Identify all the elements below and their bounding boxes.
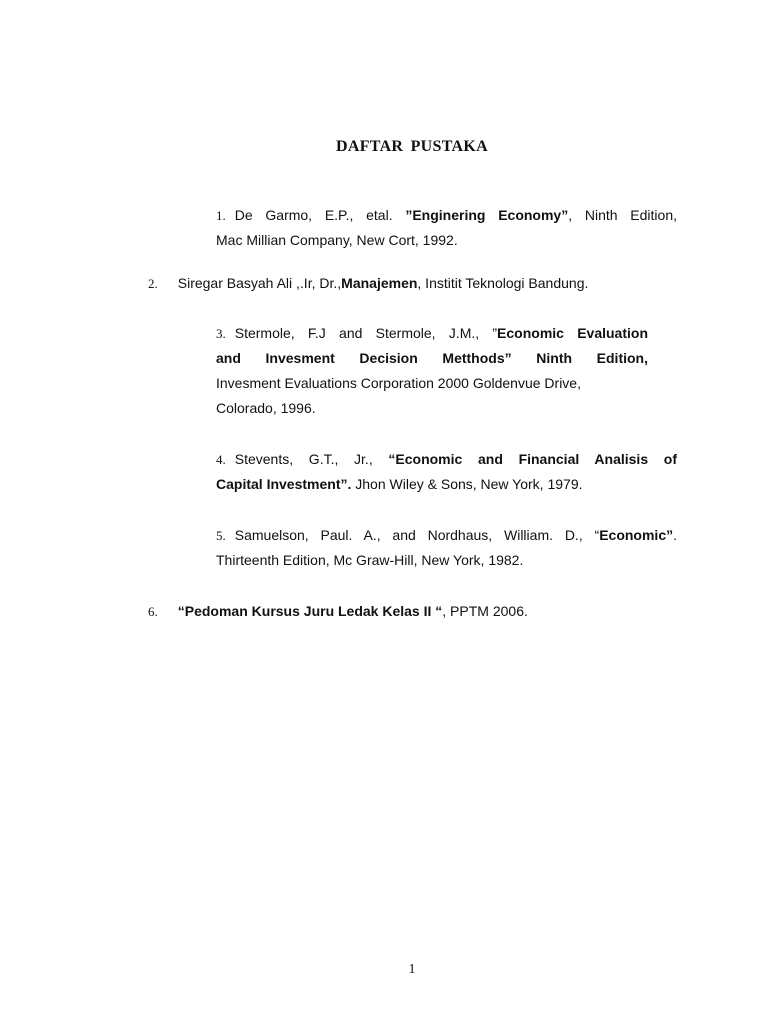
reference-4-title-part-1: “Economic and Financial Analisis of [388,451,678,467]
reference-5-authors: Samuelson, Paul. A., and Nordhaus, William. D., “ [234,527,600,543]
reference-3-publisher: Invesment Evaluations Corporation 2000 Goldenvue Drive, [216,375,581,391]
reference-2-line-1 [148,271,668,296]
reference-1-edition: , Ninth Edition, [568,207,678,223]
reference-4-line-2 [216,472,677,497]
reference-3-number: 3. [216,326,226,341]
reference-6-line-1 [148,599,648,624]
reference-2-authors: Siregar Basyah Ali ,.Ir, Dr., [177,275,342,291]
reference-3-title-part-1: Economic Evaluation [497,325,648,341]
reference-5-period: . [673,527,677,543]
reference-4-title-part-2: Capital Investment”. [216,476,352,492]
reference-1-publisher: Mac Millian Company, New Cort, 1992. [216,232,458,248]
reference-3-title-part-2a: and [216,350,241,366]
reference-item-5 [216,523,677,573]
reference-1-number: 1. [216,208,226,223]
reference-4-number: 4. [216,452,226,467]
reference-5-publisher: Thirteenth Edition, Mc Graw-Hill, New York, 1982. [216,552,524,568]
reference-2-number: 2. [148,276,158,291]
reference-2-title: Manajemen [341,275,418,291]
reference-3-title-part-2c: Decision Metthods” Ninth Edition, [359,350,648,366]
reference-3-location-year: Colorado, 1996. [216,400,316,416]
reference-item-3 [216,321,648,421]
page-number: 1 [408,962,416,977]
reference-item-1 [216,203,677,253]
reference-item-2 [148,271,668,296]
reference-1-line-1 [216,203,677,228]
reference-5-number: 5. [216,528,226,543]
reference-4-publisher: Jhon Wiley & Sons, New York, 1979. [351,476,583,492]
reference-1-authors: De Garmo, E.P., etal. [234,207,406,223]
reference-2-publisher: , Institit Teknologi Bandung. [417,275,589,291]
reference-4-authors: Stevents, G.T., Jr., [234,451,373,467]
page-title: DAFTAR PUSTAKA [336,138,488,155]
reference-3-authors: Stermole, F.J and Stermole, J.M., ” [234,325,498,341]
reference-3-title-part-2b: Invesment [265,350,335,366]
reference-5-line-1 [216,523,677,548]
reference-3-line-2 [216,346,648,371]
reference-6-publisher: , PPTM 2006. [442,603,528,619]
reference-item-4 [216,447,677,497]
reference-1-title: ”Enginering Economy” [405,207,569,223]
reference-4-line-1 [216,447,677,472]
reference-5-title: Economic” [599,527,674,543]
reference-item-6 [148,599,648,624]
reference-6-number: 6. [148,604,158,619]
reference-6-title: “Pedoman Kursus Juru Ledak Kelas II “ [177,603,443,619]
reference-3-line-1 [216,321,648,346]
